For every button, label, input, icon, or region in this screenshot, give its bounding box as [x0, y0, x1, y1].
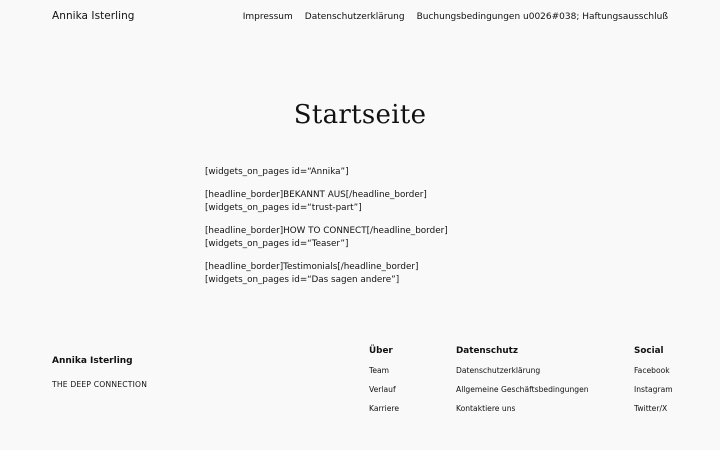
- footer-link-twitter[interactable]: Twitter/X: [634, 404, 668, 413]
- footer-column-ueber: [369, 346, 399, 423]
- footer-column-heading: Datenschutz: [456, 346, 518, 356]
- footer-brand: [52, 348, 147, 389]
- footer-link-instagram[interactable]: Instagram: [634, 385, 673, 394]
- content-line: [headline_border]HOW TO CONNECT[/headline_border]: [205, 225, 448, 236]
- content-line: [widgets_on_pages id=“trust-part”]: [205, 203, 362, 213]
- footer-link-kontakt[interactable]: Kontaktiere uns: [456, 404, 516, 413]
- footer-link-verlauf[interactable]: Verlauf: [369, 385, 396, 394]
- footer-site-title-link[interactable]: Annika Isterling: [52, 356, 133, 366]
- content-paragraph: [205, 189, 525, 216]
- nav-link-buchungsbedingungen[interactable]: Buchungsbedingungen u0026#038; Haftungsausschluß: [416, 12, 668, 22]
- footer-tagline: THE DEEP CONNECTION: [52, 380, 148, 389]
- content-line: [widgets_on_pages id=“Das sagen andere”]: [205, 275, 400, 285]
- content-line: [widgets_on_pages id=“Teaser”]: [205, 239, 349, 249]
- content-paragraph: [205, 261, 525, 288]
- page-title: Startseite: [293, 100, 427, 130]
- footer-column-social: [634, 346, 673, 423]
- content-line: [widgets_on_pages id=“Annika”]: [205, 167, 349, 177]
- content-paragraph: [205, 166, 525, 180]
- site-title-link[interactable]: Annika Isterling: [52, 10, 135, 22]
- content-line: [headline_border]Testimonials[/headline_border]: [205, 261, 419, 272]
- content-paragraph: [205, 225, 525, 252]
- footer-link-team[interactable]: Team: [369, 366, 390, 375]
- footer-link-datenschutzerklaerung[interactable]: Datenschutzerklärung: [456, 366, 541, 375]
- footer-column-heading: Social: [634, 346, 664, 356]
- footer-column-datenschutz: [456, 346, 589, 423]
- footer-link-agb[interactable]: Allgemeine Geschäftsbedingungen: [456, 385, 589, 394]
- nav-link-datenschutzerklaerung[interactable]: Datenschutzerklärung: [304, 12, 405, 22]
- nav-link-impressum[interactable]: Impressum: [242, 12, 293, 22]
- footer-link-facebook[interactable]: Facebook: [634, 366, 670, 375]
- main-nav: [243, 12, 668, 22]
- page-content: [205, 166, 525, 297]
- footer-link-karriere[interactable]: Karriere: [369, 404, 400, 413]
- content-line: [headline_border]BEKANNT AUS[/headline_border]: [205, 189, 427, 200]
- footer-column-heading: Über: [369, 346, 393, 356]
